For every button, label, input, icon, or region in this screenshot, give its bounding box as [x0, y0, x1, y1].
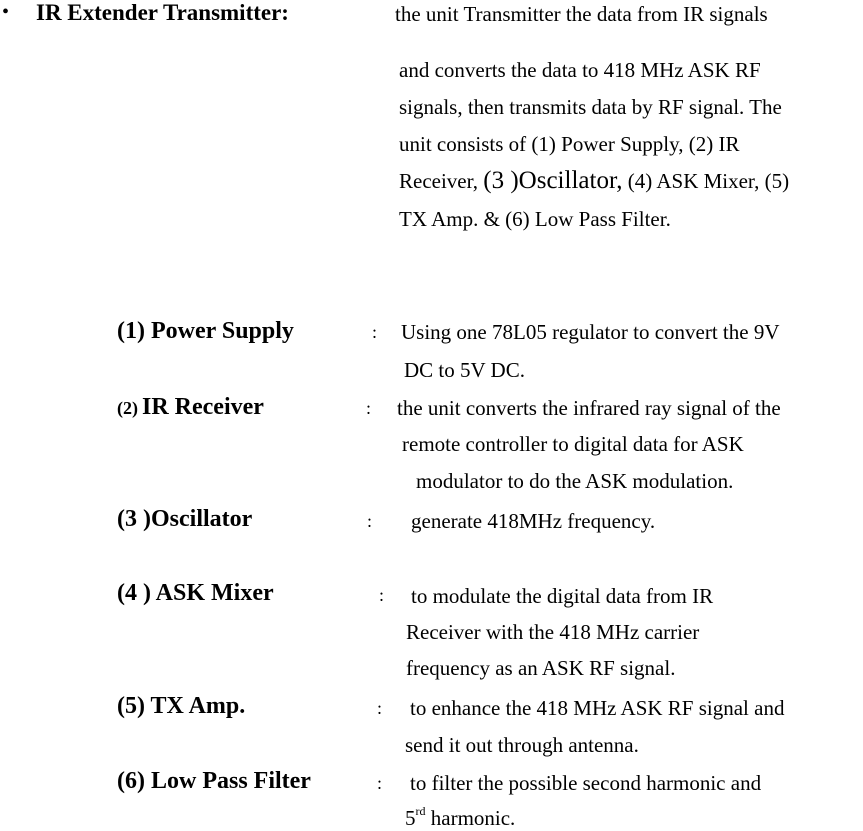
intro-line-2: and converts the data to 418 MHz ASK RF	[399, 58, 761, 82]
intro-line-1: the unit Transmitter the data from IR signals	[395, 2, 768, 26]
item-colon: :	[366, 398, 372, 418]
item-label-tx-amp: (5) TX Amp.	[117, 693, 246, 719]
item-desc-line: frequency as an ASK RF signal.	[406, 656, 676, 680]
item-colon: :	[379, 585, 385, 605]
item-desc-line: generate 418MHz frequency.	[411, 509, 656, 533]
item-desc-line: Using one 78L05 regulator to convert the 9V	[401, 320, 780, 344]
item-desc-line: modulator to do the ASK modulation.	[416, 469, 734, 493]
item-label-ir-receiver	[117, 394, 264, 421]
intro-line-6: TX Amp. & (6) Low Pass Filter.	[399, 207, 671, 231]
item-desc-line: send it out through antenna.	[405, 733, 639, 757]
item-desc-line: the unit converts the infrared ray signal of the	[397, 396, 781, 420]
section-title: IR Extender Transmitter:	[36, 0, 289, 25]
item-desc-line: remote controller to digital data for ASK	[402, 432, 744, 456]
item-desc-line: to filter the possible second harmonic and	[410, 771, 762, 795]
item-colon: :	[377, 698, 383, 718]
harmonic-suffix: rd	[415, 804, 426, 818]
item-label-oscillator: (3 )Oscillator	[117, 506, 253, 532]
item-label-low-pass-filter: (6) Low Pass Filter	[117, 768, 311, 794]
intro-line-5-c: (4) ASK Mixer, (5)	[622, 169, 790, 193]
intro-line-3: signals, then transmits data by RF signal. The	[399, 95, 782, 119]
item-desc-line: DC to 5V DC.	[404, 358, 525, 382]
item-desc-line: Receiver with the 418 MHz carrier	[406, 620, 700, 644]
item-label-number: (2)	[117, 398, 138, 418]
bullet-icon: •	[2, 1, 10, 23]
item-desc-line: to modulate the digital data from IR	[411, 584, 714, 608]
item-desc-last-line	[405, 806, 515, 831]
item-label-text: IR Receiver	[142, 394, 264, 420]
item-colon: :	[372, 322, 378, 342]
intro-line-5-a: Receiver,	[399, 169, 484, 193]
intro-line-5-b: (3 )Oscillator,	[483, 167, 623, 194]
item-colon: :	[367, 511, 373, 531]
item-label-ask-mixer: (4 ) ASK Mixer	[117, 580, 274, 606]
item-desc-line: to enhance the 418 MHz ASK RF signal and	[410, 696, 785, 720]
intro-line-5	[399, 167, 789, 195]
intro-line-4: unit consists of (1) Power Supply, (2) IR	[399, 132, 740, 156]
item-colon: :	[377, 773, 383, 793]
harmonic-text: harmonic.	[425, 806, 516, 830]
item-label-power-supply: (1) Power Supply	[117, 318, 294, 344]
harmonic-number: 5	[405, 806, 416, 830]
